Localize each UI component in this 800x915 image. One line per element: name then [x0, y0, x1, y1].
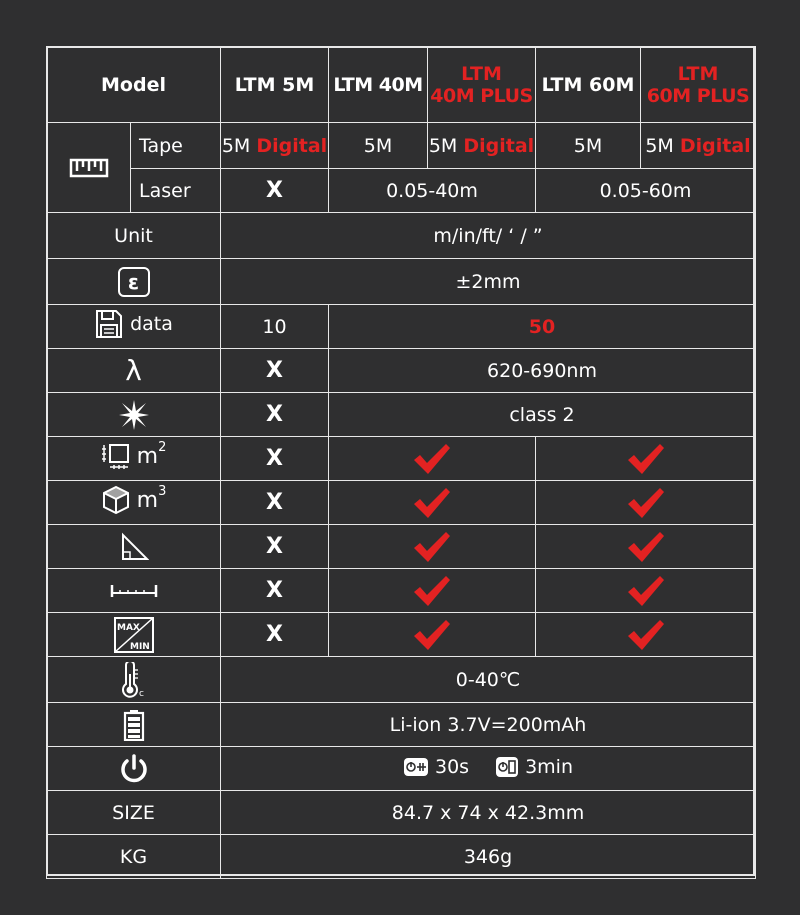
area-check-40m-plus	[329, 437, 536, 481]
tape-c5-digital: Digital	[679, 134, 751, 157]
accuracy-row	[47, 259, 756, 305]
col-ltm-60m-plus	[641, 47, 756, 123]
battery-value: Li-ion 3.7V=200mAh	[221, 703, 756, 747]
memory-label-cell	[47, 305, 221, 349]
area-unit-exp: 2	[158, 439, 167, 455]
area-unit	[136, 439, 167, 469]
distance-c1: X	[221, 569, 329, 613]
maxmin-c1: X	[221, 613, 329, 657]
laser-c2: 0.05-40m	[329, 169, 536, 213]
col-ltm-40m-plus	[428, 47, 536, 123]
laser-class-row	[47, 393, 756, 437]
size-value: 84.7 x 74 x 42.3mm	[221, 791, 756, 835]
accuracy-value: ±2mm	[221, 259, 756, 305]
size-row	[47, 791, 756, 835]
auto-off-device-value: 3min	[525, 755, 573, 778]
col-ltm-40m: LTM 40M	[329, 47, 428, 123]
battery-icon-cell	[47, 703, 221, 747]
temperature-icon-cell	[47, 657, 221, 703]
tape-c2: 5M	[329, 123, 428, 169]
distance-icon	[110, 583, 158, 599]
temperature-value: 0-40℃	[221, 657, 756, 703]
weight-row	[47, 835, 756, 879]
memory-label: data	[130, 313, 173, 335]
temp-unit-text: c	[138, 688, 144, 698]
laser-class-icon-cell	[47, 393, 221, 437]
power-value-cell	[221, 747, 756, 791]
triangle-icon	[119, 532, 149, 562]
memory-row	[47, 305, 756, 349]
col3-line2: 40M PLUS	[430, 84, 533, 107]
volume-check-60m-plus	[536, 481, 756, 525]
max-text: MAX	[116, 622, 140, 633]
tape-c1-prefix: 5M	[221, 134, 251, 157]
spec-table	[46, 46, 756, 879]
area-icon	[101, 441, 131, 471]
size-label: SIZE	[47, 791, 221, 835]
pythagoras-check-40m-plus	[329, 525, 536, 569]
pythagoras-row	[47, 525, 756, 569]
thermometer-icon	[119, 662, 149, 698]
min-text: MIN	[129, 641, 150, 652]
laser-label: Laser	[131, 169, 221, 213]
area-c1: X	[221, 437, 329, 481]
check-icon	[627, 443, 665, 475]
memory-c1: 10	[221, 305, 329, 349]
temperature-row	[47, 657, 756, 703]
power-row	[47, 747, 756, 791]
volume-c1: X	[221, 481, 329, 525]
volume-unit-base: m	[136, 487, 159, 513]
pythagoras-check-60m-plus	[536, 525, 756, 569]
tape-c5	[641, 123, 756, 169]
laser-class-c1: X	[221, 393, 329, 437]
tape-row	[47, 123, 756, 169]
ruler-cell	[47, 123, 131, 213]
col5-line1: LTM	[677, 62, 719, 85]
laser-c3: 0.05-60m	[536, 169, 756, 213]
pythagoras-icon-cell	[47, 525, 221, 569]
maxmin-check-60m-plus	[536, 613, 756, 657]
laser-class-value: class 2	[329, 393, 756, 437]
laser-off-icon	[403, 757, 429, 777]
tape-c1-digital: Digital	[256, 134, 328, 157]
unit-row	[47, 213, 756, 259]
epsilon-icon	[118, 267, 150, 297]
laser-c1: X	[221, 169, 329, 213]
wavelength-row	[47, 349, 756, 393]
pythagoras-c1: X	[221, 525, 329, 569]
weight-value: 346g	[221, 835, 756, 879]
ruler-icon	[69, 155, 109, 181]
check-icon	[627, 531, 665, 563]
battery-row	[47, 703, 756, 747]
col-ltm-5m: LTM 5M	[221, 47, 329, 123]
wavelength-icon-cell	[47, 349, 221, 393]
maxmin-row	[47, 613, 756, 657]
weight-label: KG	[47, 835, 221, 879]
check-icon	[413, 619, 451, 651]
check-icon	[413, 531, 451, 563]
check-icon	[413, 575, 451, 607]
unit-value: m/in/ft/ ‘ / ”	[221, 213, 756, 259]
check-icon	[413, 487, 451, 519]
distance-icon-cell	[47, 569, 221, 613]
wavelength-value: 620-690nm	[329, 349, 756, 393]
power-icon	[118, 753, 150, 785]
maxmin-icon-cell	[47, 613, 221, 657]
memory-c2: 50	[329, 305, 756, 349]
volume-unit-exp: 3	[158, 483, 167, 499]
area-row	[47, 437, 756, 481]
laser-burst-icon	[118, 399, 150, 431]
volume-row	[47, 481, 756, 525]
power-icon-cell	[47, 747, 221, 791]
tape-c3-prefix: 5M	[428, 134, 458, 157]
volume-check-40m-plus	[329, 481, 536, 525]
check-icon	[627, 619, 665, 651]
check-icon	[627, 487, 665, 519]
area-check-60m-plus	[536, 437, 756, 481]
tape-c1	[221, 123, 329, 169]
check-icon	[413, 443, 451, 475]
col-ltm-60m: LTM 60M	[536, 47, 641, 123]
lambda-icon: λ	[125, 354, 142, 387]
tape-c5-prefix: 5M	[645, 134, 674, 157]
col5-line2: 60M PLUS	[646, 84, 750, 107]
maxmin-check-40m-plus	[329, 613, 536, 657]
tape-c3	[428, 123, 536, 169]
device-off-icon	[495, 756, 519, 778]
distance-row	[47, 569, 756, 613]
header-row	[47, 47, 756, 123]
col3-line1: LTM	[461, 62, 502, 85]
volume-icon-cell	[47, 481, 221, 525]
tape-c4: 5M	[536, 123, 641, 169]
wavelength-c1: X	[221, 349, 329, 393]
laser-row	[47, 169, 756, 213]
check-icon	[627, 575, 665, 607]
unit-label: Unit	[47, 213, 221, 259]
battery-icon	[123, 709, 145, 741]
volume-unit	[136, 483, 167, 513]
accuracy-icon-cell	[47, 259, 221, 305]
area-icon-cell	[47, 437, 221, 481]
distance-check-60m-plus	[536, 569, 756, 613]
epsilon-char: ε	[127, 269, 140, 294]
distance-check-40m-plus	[329, 569, 536, 613]
floppy-disk-icon	[94, 308, 124, 340]
tape-c3-digital: Digital	[463, 134, 535, 157]
cube-icon	[101, 485, 131, 515]
tape-label: Tape	[131, 123, 221, 169]
model-header: Model	[47, 47, 221, 123]
max-min-icon	[114, 617, 154, 653]
area-unit-base: m	[136, 443, 159, 469]
auto-off-laser-value: 30s	[435, 755, 470, 778]
